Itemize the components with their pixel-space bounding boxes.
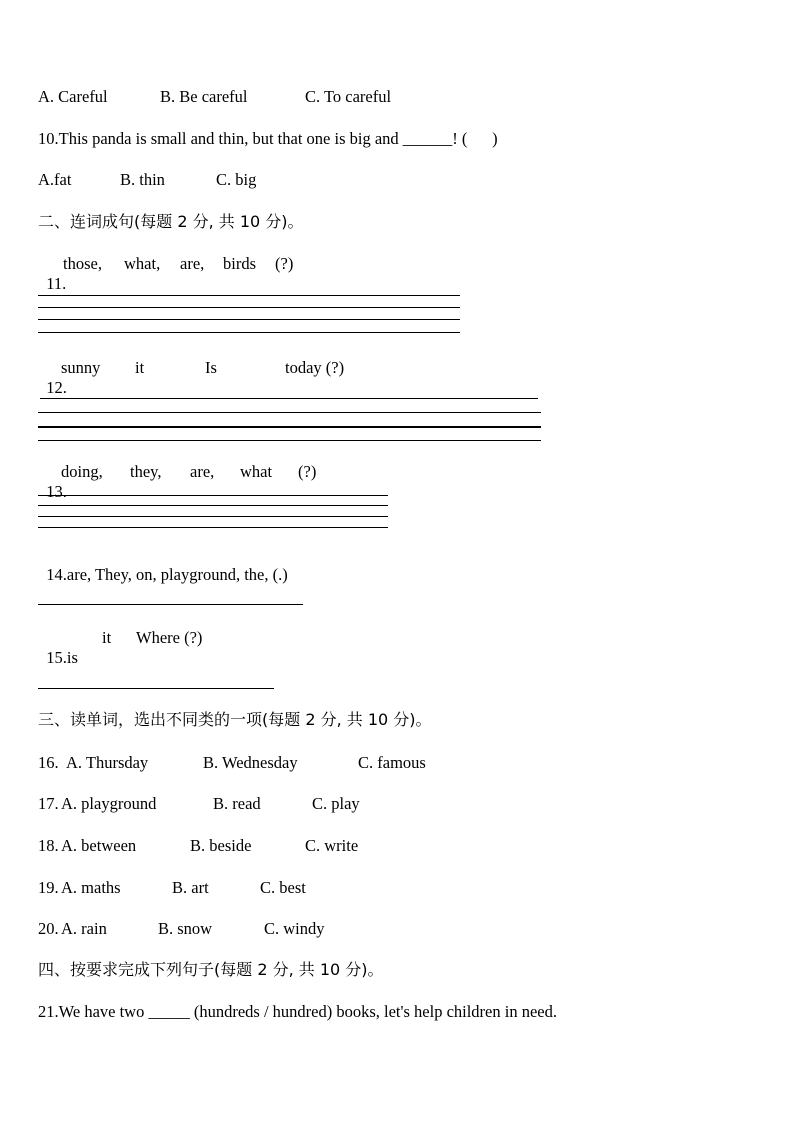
question-text: We have two _____ (hundreds / hundred) books, let's help children in need. [58, 1002, 557, 1021]
word: are, [180, 254, 205, 273]
answer-line[interactable] [38, 440, 541, 441]
question-number: 15. [46, 648, 67, 667]
q16-option-a: A. Thursday [66, 753, 149, 772]
word: what, [124, 254, 161, 273]
word: it [102, 628, 112, 647]
question-number: 10. [38, 129, 59, 148]
answer-line[interactable] [38, 688, 274, 689]
word: sunny [61, 358, 101, 377]
answer-line[interactable] [38, 307, 460, 308]
q18-option-a: A. between [61, 836, 137, 855]
q19-option-a: A. maths [61, 878, 121, 897]
section-2-heading: 二、连词成句(每题 2 分, 共 10 分)。 [38, 212, 304, 231]
word: they, [130, 462, 162, 481]
q20-option-c: C. windy [264, 919, 325, 938]
answer-line[interactable] [38, 604, 303, 605]
q17-option-a: A. playground [61, 794, 157, 813]
answer-line[interactable] [38, 495, 388, 496]
q16-option-b: B. Wednesday [203, 753, 298, 772]
word: is [66, 648, 78, 667]
question-18-number: 18. [38, 836, 59, 855]
section-3-heading: 三、读单词，选出不同类的一项(每题 2 分, 共 10 分)。 [38, 710, 432, 729]
question-15 [38, 628, 78, 668]
question-17-number: 17. [38, 794, 59, 813]
word: (?) [275, 254, 294, 273]
word: it [135, 358, 145, 377]
answer-line[interactable] [38, 295, 460, 296]
section-4-heading: 四、按要求完成下列句子(每题 2 分, 共 10 分)。 [38, 960, 384, 979]
q18-option-b: B. beside [190, 836, 252, 855]
word: birds [223, 254, 256, 273]
q9-option-c: C. To careful [305, 87, 392, 106]
q17-option-b: B. read [213, 794, 261, 813]
question-14 [38, 545, 288, 585]
question-20-number: 20. [38, 919, 59, 938]
q10-option-a: A.fat [38, 170, 72, 189]
word: (?) [298, 462, 317, 481]
question-number: 13. [46, 482, 67, 501]
question-text: This panda is small and thin, but that one is big and ______! ( ) [58, 129, 498, 148]
question-10 [38, 129, 498, 149]
question-19-number: 19. [38, 878, 59, 897]
word: doing, [61, 462, 103, 481]
word: are, [190, 462, 215, 481]
q9-option-a: A. Careful [38, 87, 108, 106]
word: what [240, 462, 273, 481]
q17-option-c: C. play [312, 794, 360, 813]
question-number: 11. [46, 274, 67, 293]
answer-line[interactable] [38, 412, 541, 413]
q19-option-c: C. best [260, 878, 306, 897]
answer-line[interactable] [38, 319, 460, 320]
answer-line[interactable] [38, 505, 388, 506]
question-21 [38, 1002, 557, 1022]
q10-option-c: C. big [216, 170, 257, 189]
q16-option-c: C. famous [358, 753, 426, 772]
word: those, [63, 254, 102, 273]
q19-option-b: B. art [172, 878, 209, 897]
word: are, They, on, playground, the, (.) [66, 565, 288, 584]
answer-line[interactable] [38, 516, 388, 517]
q10-option-b: B. thin [120, 170, 165, 189]
answer-line[interactable] [38, 426, 541, 428]
q18-option-c: C. write [305, 836, 359, 855]
q20-option-b: B. snow [158, 919, 213, 938]
question-number: 21. [38, 1002, 59, 1021]
answer-line[interactable] [40, 398, 538, 399]
question-16-number: 16. [38, 753, 59, 772]
question-number: 12. [46, 378, 67, 397]
q20-option-a: A. rain [61, 919, 107, 938]
question-number: 14. [46, 565, 67, 584]
word: Where (?) [136, 628, 203, 647]
answer-line[interactable] [38, 332, 460, 333]
word: today (?) [285, 358, 345, 377]
q9-option-b: B. Be careful [160, 87, 248, 106]
word: Is [205, 358, 217, 377]
answer-line[interactable] [38, 527, 388, 528]
